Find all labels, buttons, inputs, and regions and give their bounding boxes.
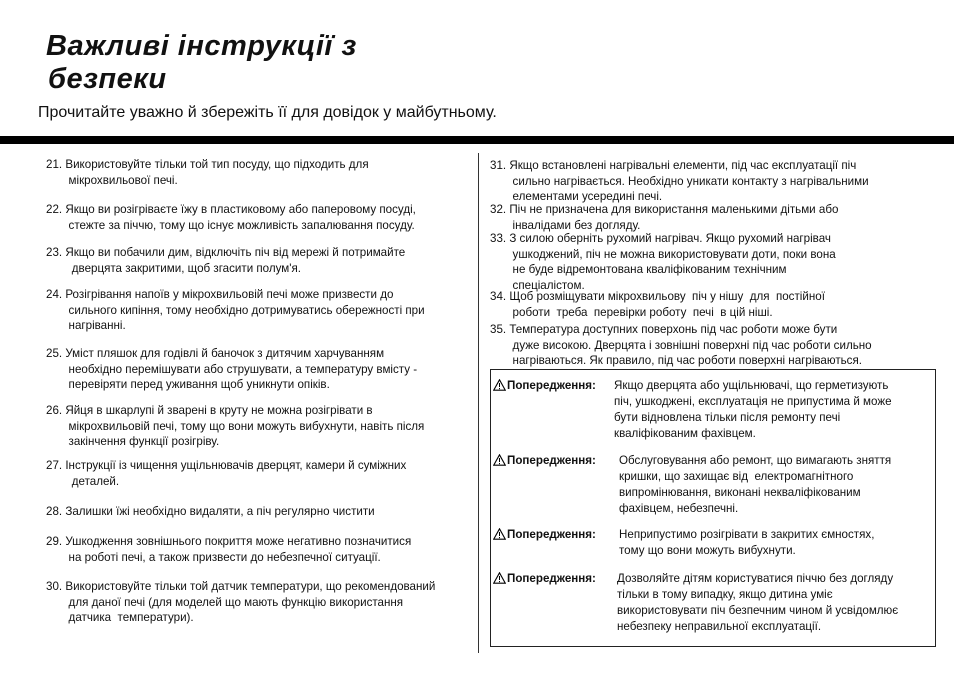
warning-2 xyxy=(493,453,933,523)
warning-label-text: Попередження: xyxy=(507,572,596,585)
warning-label-text: Попередження: xyxy=(507,454,596,467)
warning-3 xyxy=(493,527,933,567)
header-rule xyxy=(0,136,954,144)
list-item-35: 35. Температура доступних поверхонь під час роботи може бути дуже високою. Дверцята і зовнішні поверхні під час роботи сильно нагріваються. Як правило, під час роботи поверхні нагріваються. xyxy=(490,323,872,367)
title-line-1: Важливі інструкції з xyxy=(46,30,357,62)
list-item-27: 27. Інструкції із чищення ущільнювачів дверцят, камери й суміжних деталей. xyxy=(46,459,407,488)
warning-1 xyxy=(493,378,933,448)
list-item-33: 33. З силою оберніть рухомий нагрівач. Якщо рухомий нагрівач ушкоджений, піч не можна використовувати доти, поки вона не буде відремонтована кваліфікованим технічним спеціалістом. xyxy=(490,232,836,292)
warning-triangle-icon xyxy=(493,528,506,540)
warning-label xyxy=(493,571,596,587)
warning-label xyxy=(493,378,596,394)
warning-triangle-icon xyxy=(493,379,506,391)
list-item-23: 23. Якщо ви побачили дим, відключіть піч від мережі й потримайте дверцята закритими, щоб згасити полум'я. xyxy=(46,246,406,275)
warning-label-text: Попередження: xyxy=(507,528,596,541)
warnings-box xyxy=(490,369,936,647)
column-divider xyxy=(478,153,479,653)
warning-4 xyxy=(493,571,933,641)
list-item-30: 30. Використовуйте тільки той датчик температури, що рекомендований для даної печі (для моделей що мають функцію використання датчика температури). xyxy=(46,580,436,624)
list-item-29: 29. Ушкодження зовнішнього покриття може негативно позначитися на роботі печі, а також призвести до небезпечної ситуації. xyxy=(46,535,412,564)
warning-text: Якщо дверцята або ущільнювачі, що герметизують піч, ушкоджені, експлуатація не припустима й може бути відновлена тільки після ремонту печі кваліфікованим фахівцем. xyxy=(614,379,892,440)
list-item-24: 24. Розігрівання напоїв у мікрохвильовій печі може призвести до сильного кипіння, тому необхідно дотримуватись обережності при нагріванні. xyxy=(46,288,425,332)
warning-triangle-icon xyxy=(493,454,506,466)
list-item-22: 22. Якщо ви розігріваєте їжу в пластиковому або паперовому посуді, стежте за піччю, тому що існує можливість запалювання посуду. xyxy=(46,203,416,232)
warning-label xyxy=(493,527,596,543)
warning-triangle-icon xyxy=(493,572,506,584)
list-item-32: 32. Піч не призначена для використання маленькими дітьми або інвалідами без догляду. xyxy=(490,203,839,232)
list-item-31: 31. Якщо встановлені нагрівальні елементи, під час експлуатації піч сильно нагрівається. Необхідно уникати контакту з нагрівальними елементами усередині печі. xyxy=(490,159,869,203)
warning-text: Обслуговування або ремонт, що вимагають зняття кришки, що захищає від електромагнітного випромінювання, виконані некваліфікованим фахівцем, небезпечні. xyxy=(619,454,892,515)
list-item-21: 21. Використовуйте тільки той тип посуду, що підходить для мікрохвильової печі. xyxy=(46,158,369,187)
list-item-26: 26. Яйця в шкарлупі й зварені в круту не можна розігрівати в мікрохвильовій печі, тому що вони можуть вибухнути, навіть після закінчення функції розігріву. xyxy=(46,404,425,448)
warning-text: Дозволяйте дітям користуватися піччю без догляду тільки в тому випадку, якщо дитина уміє використовувати піч безпечним чином й усвідомлює небезпеку неправильної експлуатації. xyxy=(617,572,899,633)
page-title xyxy=(46,30,357,96)
title-line-2: безпеки xyxy=(48,63,167,95)
list-item-34: 34. Щоб розміщувати мікрохвильову піч у нішу для постійної роботи треба перевірки роботу печі в цій ніші. xyxy=(490,290,825,319)
warning-label xyxy=(493,453,596,469)
warning-text: Неприпустимо розігрівати в закритих ємностях, тому що вони можуть вибухнути. xyxy=(619,528,875,557)
page-subtitle: Прочитайте уважно й збережіть її для довідок у майбутньому. xyxy=(38,104,497,121)
list-item-25: 25. Уміст пляшок для годівлі й баночок з дитячим харчуванням необхідно перемішувати або струшувати, а температуру вмісту - перевіряти перед уживання щоб уникнути опіків. xyxy=(46,347,418,391)
list-item-28: 28. Залишки їжі необхідно видаляти, а піч регулярно чистити xyxy=(46,505,375,518)
warning-label-text: Попередження: xyxy=(507,379,596,392)
